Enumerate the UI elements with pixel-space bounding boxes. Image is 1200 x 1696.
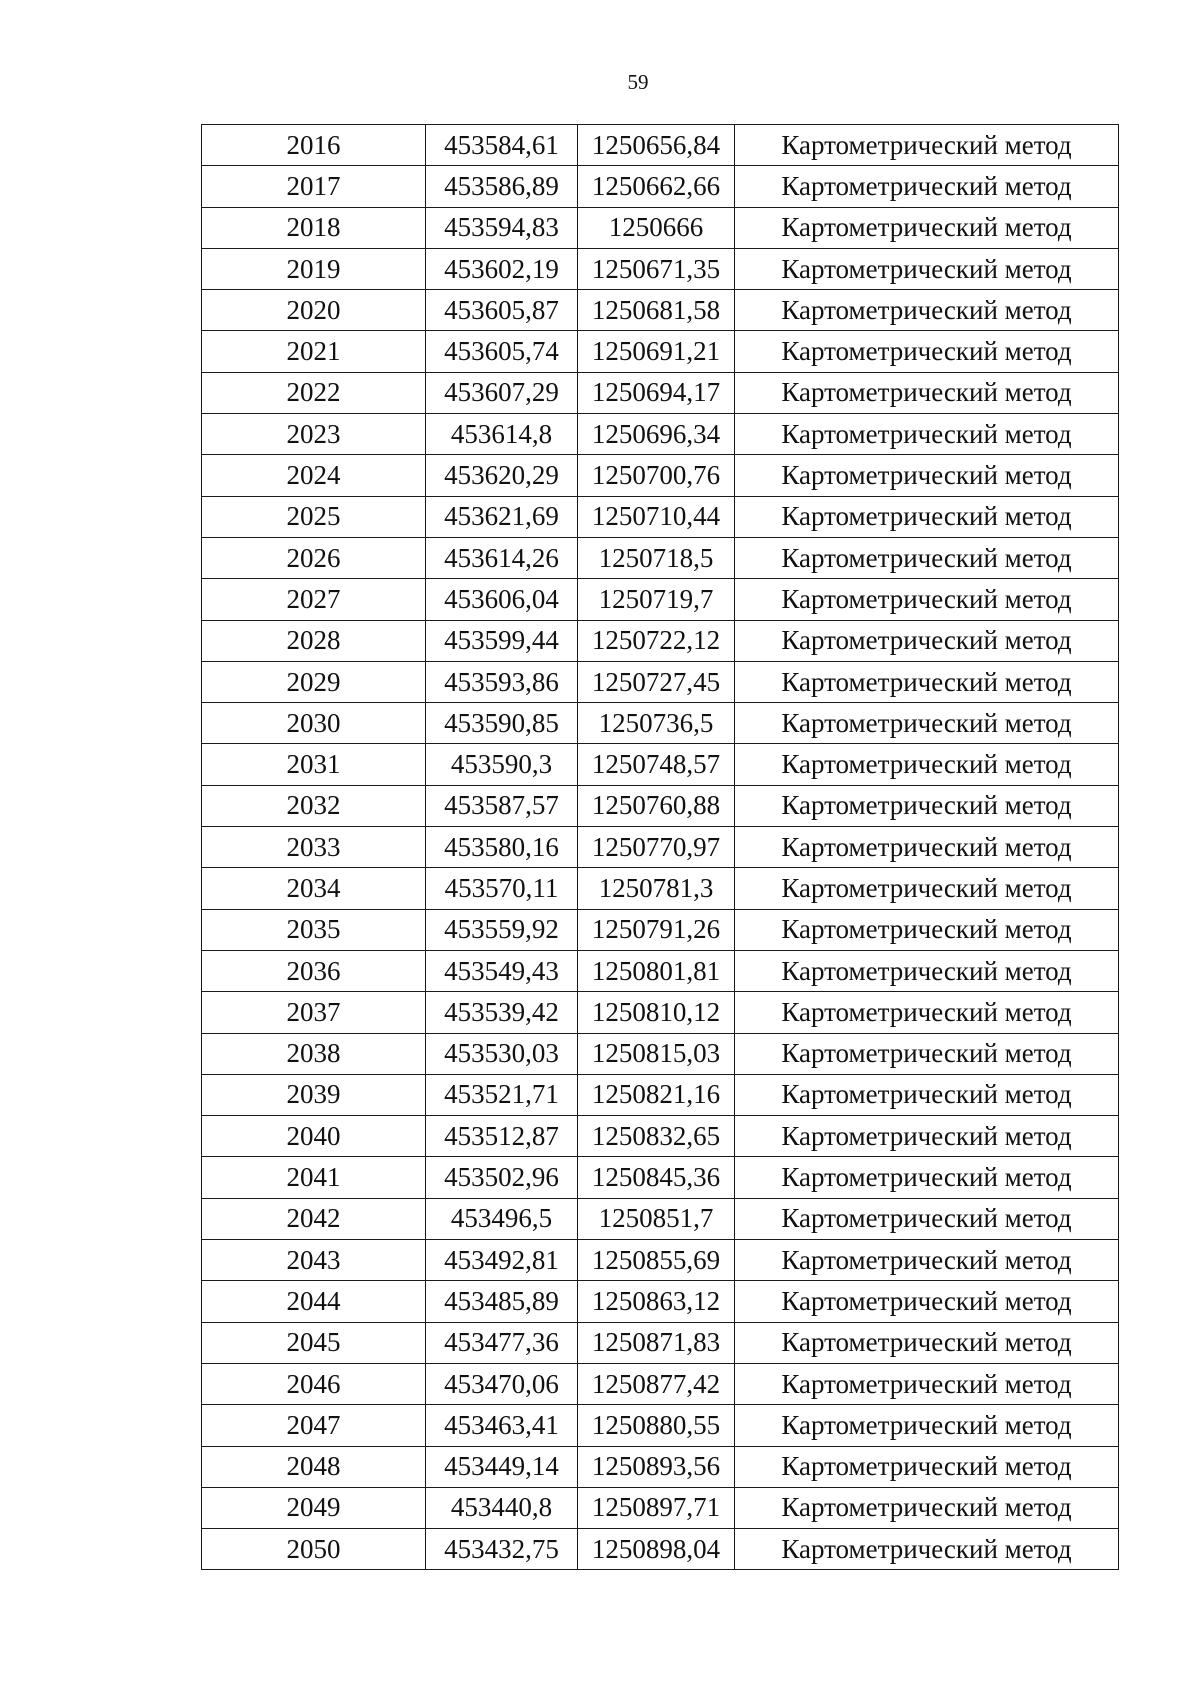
point-number-cell: 2038 [202, 1033, 426, 1074]
x-coordinate-cell: 453521,71 [426, 1074, 578, 1115]
point-number-cell: 2043 [202, 1240, 426, 1281]
point-number-cell: 2030 [202, 703, 426, 744]
point-number-cell: 2027 [202, 579, 426, 620]
x-coordinate-cell: 453485,89 [426, 1281, 578, 1322]
method-cell: Картометрический метод [735, 1033, 1119, 1074]
y-coordinate-cell: 1250898,04 [578, 1529, 735, 1570]
point-number-cell: 2041 [202, 1157, 426, 1198]
x-coordinate-cell: 453530,03 [426, 1033, 578, 1074]
point-number-cell: 2029 [202, 661, 426, 702]
table-row [202, 909, 1119, 950]
x-coordinate-cell: 453614,26 [426, 537, 578, 578]
y-coordinate-cell: 1250671,35 [578, 248, 735, 289]
point-number-cell: 2042 [202, 1198, 426, 1239]
point-number-cell: 2019 [202, 248, 426, 289]
method-cell: Картометрический метод [735, 414, 1119, 455]
table-row [202, 868, 1119, 909]
method-cell: Картометрический метод [735, 125, 1119, 166]
y-coordinate-cell: 1250791,26 [578, 909, 735, 950]
point-number-cell: 2049 [202, 1487, 426, 1528]
x-coordinate-cell: 453449,14 [426, 1446, 578, 1487]
y-coordinate-cell: 1250719,7 [578, 579, 735, 620]
y-coordinate-cell: 1250656,84 [578, 125, 735, 166]
y-coordinate-cell: 1250801,81 [578, 950, 735, 991]
x-coordinate-cell: 453605,74 [426, 331, 578, 372]
table-row [202, 331, 1119, 372]
y-coordinate-cell: 1250851,7 [578, 1198, 735, 1239]
table-row [202, 827, 1119, 868]
y-coordinate-cell: 1250821,16 [578, 1074, 735, 1115]
point-number-cell: 2031 [202, 744, 426, 785]
table-row [202, 496, 1119, 537]
method-cell: Картометрический метод [735, 661, 1119, 702]
point-number-cell: 2047 [202, 1405, 426, 1446]
point-number-cell: 2035 [202, 909, 426, 950]
y-coordinate-cell: 1250666 [578, 207, 735, 248]
method-cell: Картометрический метод [735, 1322, 1119, 1363]
table-row [202, 950, 1119, 991]
x-coordinate-cell: 453470,06 [426, 1363, 578, 1404]
method-cell: Картометрический метод [735, 207, 1119, 248]
point-number-cell: 2044 [202, 1281, 426, 1322]
x-coordinate-cell: 453607,29 [426, 372, 578, 413]
table-row [202, 537, 1119, 578]
x-coordinate-cell: 453492,81 [426, 1240, 578, 1281]
table-row [202, 1033, 1119, 1074]
y-coordinate-cell: 1250880,55 [578, 1405, 735, 1446]
method-cell: Картометрический метод [735, 1405, 1119, 1446]
x-coordinate-cell: 453621,69 [426, 496, 578, 537]
y-coordinate-cell: 1250760,88 [578, 785, 735, 826]
x-coordinate-cell: 453605,87 [426, 290, 578, 331]
y-coordinate-cell: 1250727,45 [578, 661, 735, 702]
x-coordinate-cell: 453620,29 [426, 455, 578, 496]
point-number-cell: 2033 [202, 827, 426, 868]
point-number-cell: 2032 [202, 785, 426, 826]
table-row [202, 744, 1119, 785]
method-cell: Картометрический метод [735, 950, 1119, 991]
point-number-cell: 2040 [202, 1116, 426, 1157]
x-coordinate-cell: 453549,43 [426, 950, 578, 991]
x-coordinate-cell: 453590,85 [426, 703, 578, 744]
table-row [202, 703, 1119, 744]
y-coordinate-cell: 1250748,57 [578, 744, 735, 785]
method-cell: Картометрический метод [735, 248, 1119, 289]
point-number-cell: 2016 [202, 125, 426, 166]
method-cell: Картометрический метод [735, 1074, 1119, 1115]
x-coordinate-cell: 453496,5 [426, 1198, 578, 1239]
method-cell: Картометрический метод [735, 579, 1119, 620]
method-cell: Картометрический метод [735, 1487, 1119, 1528]
method-cell: Картометрический метод [735, 372, 1119, 413]
method-cell: Картометрический метод [735, 1529, 1119, 1570]
y-coordinate-cell: 1250877,42 [578, 1363, 735, 1404]
y-coordinate-cell: 1250722,12 [578, 620, 735, 661]
x-coordinate-cell: 453559,92 [426, 909, 578, 950]
table-row [202, 785, 1119, 826]
method-cell: Картометрический метод [735, 1116, 1119, 1157]
table-row [202, 166, 1119, 207]
y-coordinate-cell: 1250871,83 [578, 1322, 735, 1363]
x-coordinate-cell: 453432,75 [426, 1529, 578, 1570]
x-coordinate-cell: 453580,16 [426, 827, 578, 868]
point-number-cell: 2028 [202, 620, 426, 661]
method-cell: Картометрический метод [735, 992, 1119, 1033]
method-cell: Картометрический метод [735, 785, 1119, 826]
y-coordinate-cell: 1250710,44 [578, 496, 735, 537]
table-row [202, 1198, 1119, 1239]
method-cell: Картометрический метод [735, 868, 1119, 909]
y-coordinate-cell: 1250718,5 [578, 537, 735, 578]
x-coordinate-cell: 453440,8 [426, 1487, 578, 1528]
method-cell: Картометрический метод [735, 1240, 1119, 1281]
point-number-cell: 2045 [202, 1322, 426, 1363]
point-number-cell: 2050 [202, 1529, 426, 1570]
table-row [202, 207, 1119, 248]
table-row [202, 125, 1119, 166]
method-cell: Картометрический метод [735, 703, 1119, 744]
table-row [202, 1487, 1119, 1528]
y-coordinate-cell: 1250781,3 [578, 868, 735, 909]
x-coordinate-cell: 453594,83 [426, 207, 578, 248]
point-number-cell: 2037 [202, 992, 426, 1033]
method-cell: Картометрический метод [735, 1198, 1119, 1239]
y-coordinate-cell: 1250810,12 [578, 992, 735, 1033]
method-cell: Картометрический метод [735, 620, 1119, 661]
y-coordinate-cell: 1250845,36 [578, 1157, 735, 1198]
y-coordinate-cell: 1250863,12 [578, 1281, 735, 1322]
x-coordinate-cell: 453614,8 [426, 414, 578, 455]
table-row [202, 372, 1119, 413]
point-number-cell: 2023 [202, 414, 426, 455]
y-coordinate-cell: 1250770,97 [578, 827, 735, 868]
table-row [202, 1363, 1119, 1404]
point-number-cell: 2018 [202, 207, 426, 248]
method-cell: Картометрический метод [735, 166, 1119, 207]
point-number-cell: 2017 [202, 166, 426, 207]
method-cell: Картометрический метод [735, 455, 1119, 496]
y-coordinate-cell: 1250694,17 [578, 372, 735, 413]
table-row [202, 1446, 1119, 1487]
x-coordinate-cell: 453587,57 [426, 785, 578, 826]
point-number-cell: 2024 [202, 455, 426, 496]
x-coordinate-cell: 453590,3 [426, 744, 578, 785]
method-cell: Картометрический метод [735, 290, 1119, 331]
table-row [202, 1240, 1119, 1281]
table-row [202, 579, 1119, 620]
x-coordinate-cell: 453502,96 [426, 1157, 578, 1198]
point-number-cell: 2036 [202, 950, 426, 991]
table-row [202, 1405, 1119, 1446]
table-row [202, 1322, 1119, 1363]
table-row [202, 620, 1119, 661]
x-coordinate-cell: 453599,44 [426, 620, 578, 661]
table-row [202, 1529, 1119, 1570]
table-row [202, 1281, 1119, 1322]
table-row [202, 455, 1119, 496]
y-coordinate-cell: 1250736,5 [578, 703, 735, 744]
table-row [202, 1116, 1119, 1157]
method-cell: Картометрический метод [735, 1446, 1119, 1487]
x-coordinate-cell: 453586,89 [426, 166, 578, 207]
method-cell: Картометрический метод [735, 744, 1119, 785]
y-coordinate-cell: 1250696,34 [578, 414, 735, 455]
table-row [202, 290, 1119, 331]
x-coordinate-cell: 453463,41 [426, 1405, 578, 1446]
y-coordinate-cell: 1250700,76 [578, 455, 735, 496]
page-number: 59 [627, 70, 649, 94]
point-number-cell: 2025 [202, 496, 426, 537]
method-cell: Картометрический метод [735, 827, 1119, 868]
coordinates-table-body [202, 125, 1119, 1570]
point-number-cell: 2048 [202, 1446, 426, 1487]
y-coordinate-cell: 1250832,65 [578, 1116, 735, 1157]
x-coordinate-cell: 453512,87 [426, 1116, 578, 1157]
point-number-cell: 2026 [202, 537, 426, 578]
x-coordinate-cell: 453584,61 [426, 125, 578, 166]
y-coordinate-cell: 1250662,66 [578, 166, 735, 207]
table-row [202, 248, 1119, 289]
y-coordinate-cell: 1250815,03 [578, 1033, 735, 1074]
table-row [202, 1157, 1119, 1198]
y-coordinate-cell: 1250893,56 [578, 1446, 735, 1487]
x-coordinate-cell: 453606,04 [426, 579, 578, 620]
table-row [202, 661, 1119, 702]
x-coordinate-cell: 453570,11 [426, 868, 578, 909]
method-cell: Картометрический метод [735, 1281, 1119, 1322]
point-number-cell: 2022 [202, 372, 426, 413]
method-cell: Картометрический метод [735, 1157, 1119, 1198]
table-row [202, 414, 1119, 455]
x-coordinate-cell: 453602,19 [426, 248, 578, 289]
y-coordinate-cell: 1250897,71 [578, 1487, 735, 1528]
method-cell: Картометрический метод [735, 496, 1119, 537]
point-number-cell: 2034 [202, 868, 426, 909]
point-number-cell: 2039 [202, 1074, 426, 1115]
point-number-cell: 2021 [202, 331, 426, 372]
x-coordinate-cell: 453539,42 [426, 992, 578, 1033]
y-coordinate-cell: 1250855,69 [578, 1240, 735, 1281]
coordinates-table [201, 124, 1119, 1570]
point-number-cell: 2020 [202, 290, 426, 331]
method-cell: Картометрический метод [735, 909, 1119, 950]
point-number-cell: 2046 [202, 1363, 426, 1404]
x-coordinate-cell: 453477,36 [426, 1322, 578, 1363]
method-cell: Картометрический метод [735, 331, 1119, 372]
table-row [202, 1074, 1119, 1115]
table-row [202, 992, 1119, 1033]
method-cell: Картометрический метод [735, 537, 1119, 578]
x-coordinate-cell: 453593,86 [426, 661, 578, 702]
y-coordinate-cell: 1250681,58 [578, 290, 735, 331]
method-cell: Картометрический метод [735, 1363, 1119, 1404]
y-coordinate-cell: 1250691,21 [578, 331, 735, 372]
